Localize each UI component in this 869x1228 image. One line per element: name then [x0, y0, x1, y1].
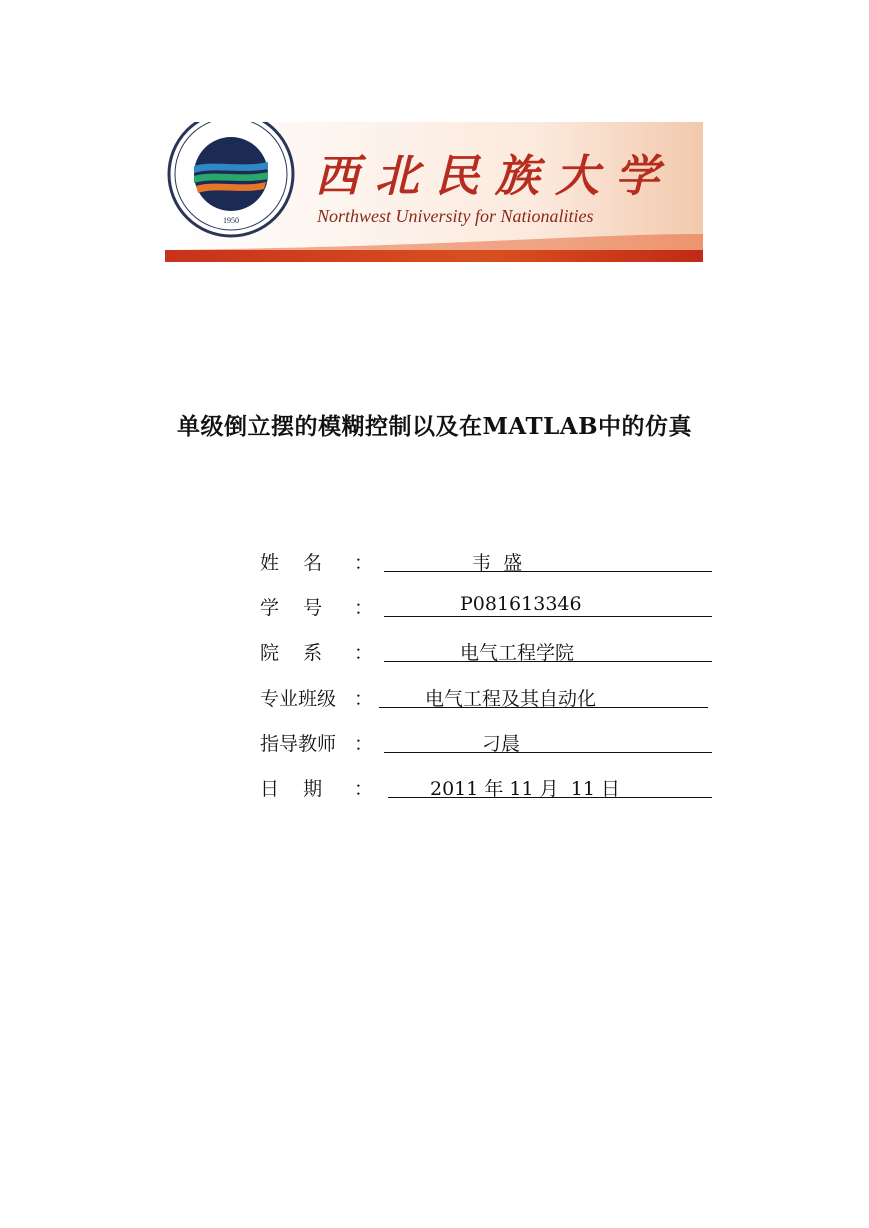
field-underline: [388, 772, 712, 798]
field-colon: ：: [354, 642, 374, 664]
university-banner: [165, 122, 703, 262]
field-value-name: 韦 盛: [472, 552, 523, 574]
field-label-name: 姓 名: [260, 552, 323, 574]
field-value-department: 电气工程学院: [460, 642, 575, 664]
field-value-major-class: 电气工程及其自动化: [425, 688, 597, 710]
field-colon: ：: [354, 688, 374, 710]
field-row-student-id: [260, 591, 712, 621]
field-label-date: 日 期: [260, 778, 323, 800]
field-colon: ：: [354, 733, 374, 755]
document-title: 单级倒立摆的模糊控制以及在MATLAB中的仿真: [176, 413, 693, 440]
field-underline: [384, 546, 712, 572]
field-label-department: 院 系: [260, 642, 323, 664]
field-colon: ：: [354, 552, 374, 574]
field-label-advisor: 指导教师: [260, 733, 337, 755]
field-colon: ：: [354, 778, 374, 800]
field-underline: [384, 636, 712, 662]
seal-year-text: 1950: [223, 216, 239, 225]
university-seal-icon: [169, 122, 293, 236]
field-underline: [379, 682, 708, 708]
field-underline: [384, 727, 712, 753]
field-colon: ：: [354, 597, 374, 619]
field-value-advisor: 刁晨: [482, 733, 521, 755]
field-row-department: [260, 636, 712, 666]
field-value-date: 2011 年 11 月 11 日: [430, 778, 620, 800]
field-label-student-id: 学 号: [260, 597, 323, 619]
field-value-student-id: P081613346: [460, 593, 582, 615]
field-label-major-class: 专业班级: [260, 688, 337, 710]
university-name-cn: 西北民族大学: [315, 151, 675, 202]
field-row-advisor: [260, 727, 712, 757]
field-row-name: [260, 546, 712, 576]
field-underline: [384, 591, 712, 617]
university-name-en: Northwest University for Nationalities: [317, 206, 594, 226]
field-row-major-class: [260, 682, 712, 712]
field-row-date: [260, 772, 712, 802]
